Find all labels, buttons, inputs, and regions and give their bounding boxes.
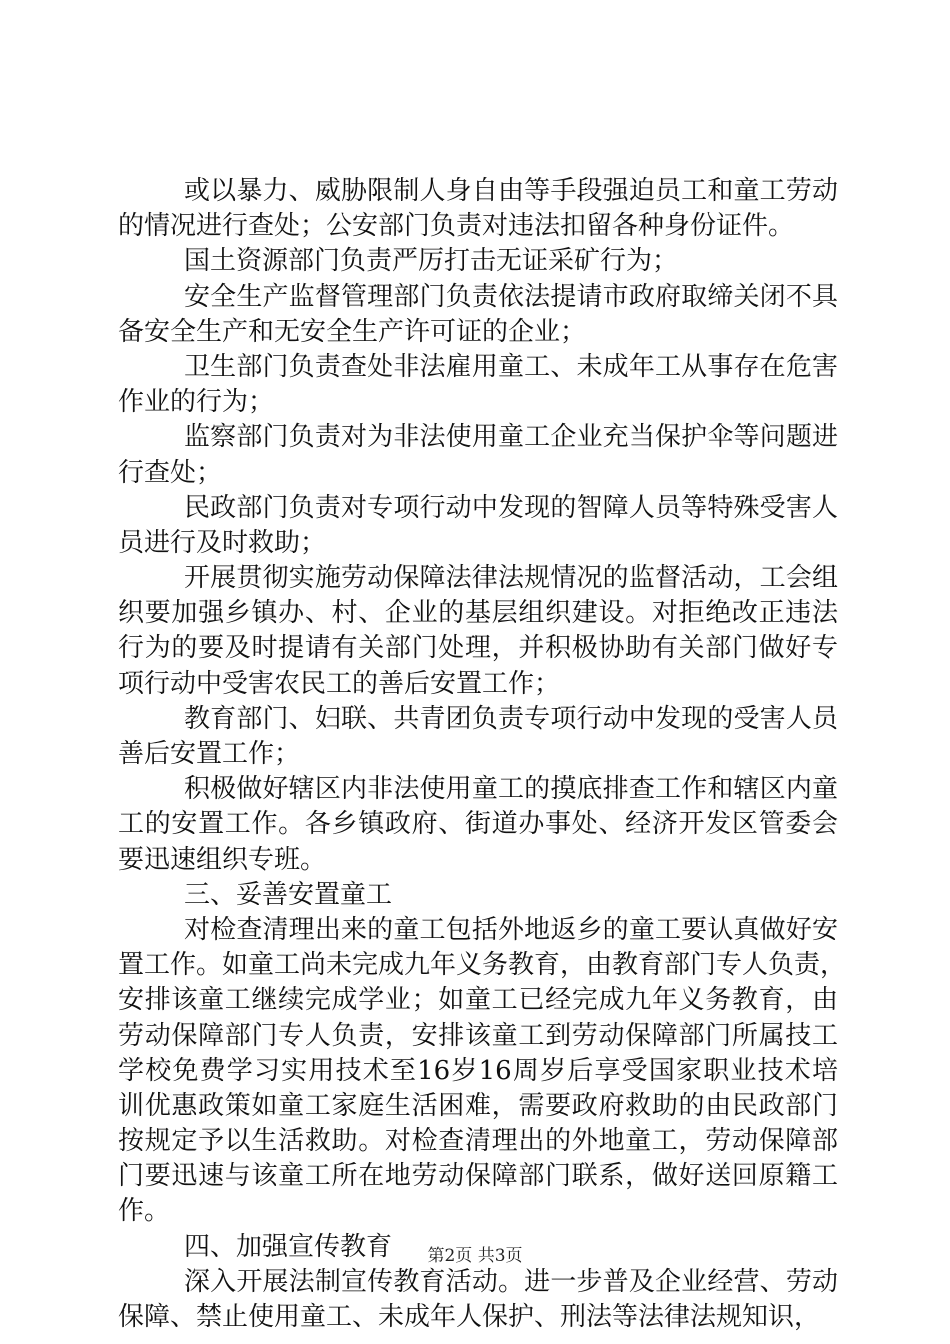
text-line: 门要迅速与该童工所在地劳动保障部门联系，做好送回原籍工 — [118, 1161, 838, 1192]
text-line: 要迅速组织专班。 — [118, 844, 327, 875]
text-line: 保障、禁止使用童工、未成年人保护、刑法等法律法规知识， — [118, 1302, 821, 1332]
text-line: 开展贯彻实施劳动保障法律法规情况的监督活动，工会组 — [184, 563, 838, 594]
text-line: 按规定予以生活救助。对检查清理出的外地童工，劳动保障部 — [118, 1126, 838, 1157]
text-line: 监察部门负责对为非法使用童工企业充当保护伞等问题进 — [184, 422, 838, 453]
text-line: 或以暴力、威胁限制人身自由等手段强迫员工和童工劳动 — [184, 176, 838, 206]
text-line: 行查处； — [118, 457, 223, 488]
text-line: 项行动中受害农民工的善后安置工作； — [118, 668, 561, 699]
text-line: 善后安置工作； — [118, 739, 301, 769]
text-line: 民政部门负责对专项行动中发现的智障人员等特殊受害人 — [184, 492, 838, 523]
text-line: 工的安置工作。各乡镇政府、街道办事处、经济开发区管委会 — [118, 809, 838, 840]
text-line: 行为的要及时提请有关部门处理，并积极协助有关部门做好专 — [118, 633, 838, 664]
text-line: 织要加强乡镇办、村、企业的基层组织建设。对拒绝改正违法 — [118, 598, 838, 629]
text-line: 备安全生产和无安全生产许可证的企业； — [118, 316, 587, 347]
text-line: 四、加强宣传教育 — [184, 1231, 393, 1262]
text-line: 学校免费学习实用技术至16岁16周岁后享受国家职业技术培 — [118, 1055, 838, 1086]
body-text — [118, 174, 847, 1335]
text-line: 积极做好辖区内非法使用童工的摸底排查工作和辖区内童 — [184, 774, 838, 805]
text-line: 作业的行为； — [118, 387, 275, 418]
text-line: 卫生部门负责查处非法雇用童工、未成年工从事存在危害 — [184, 351, 838, 382]
text-line: 员进行及时救助； — [118, 527, 327, 558]
text-line: 国土资源部门负责严厉打击无证采矿行为； — [184, 246, 679, 277]
text-line: 置工作。如童工尚未完成九年义务教育，由教育部门专人负责， — [118, 950, 847, 981]
text-line: 三、妥善安置童工 — [184, 879, 393, 910]
text-line: 深入开展法制宣传教育活动。进一步普及企业经营、劳动 — [184, 1266, 838, 1297]
text-line: 的情况进行查处；公安部门负责对违法扣留各种身份证件。 — [118, 211, 795, 242]
text-line: 安全生产监督管理部门负责依法提请市政府取缔关闭不具 — [184, 281, 838, 312]
page-footer: 第2页 共3页 — [427, 1246, 523, 1266]
text-line: 安排该童工继续完成学业；如童工已经完成九年义务教育，由 — [118, 985, 838, 1016]
text-line: 训优惠政策如童工家庭生活困难，需要政府救助的由民政部门 — [118, 1090, 838, 1121]
text-line: 教育部门、妇联、共青团负责专项行动中发现的受害人员 — [184, 703, 838, 734]
text-line: 劳动保障部门专人负责，安排该童工到劳动保障部门所属技工 — [118, 1020, 838, 1051]
text-line: 作。 — [118, 1196, 171, 1227]
text-line: 对检查清理出来的童工包括外地返乡的童工要认真做好安 — [184, 914, 838, 945]
